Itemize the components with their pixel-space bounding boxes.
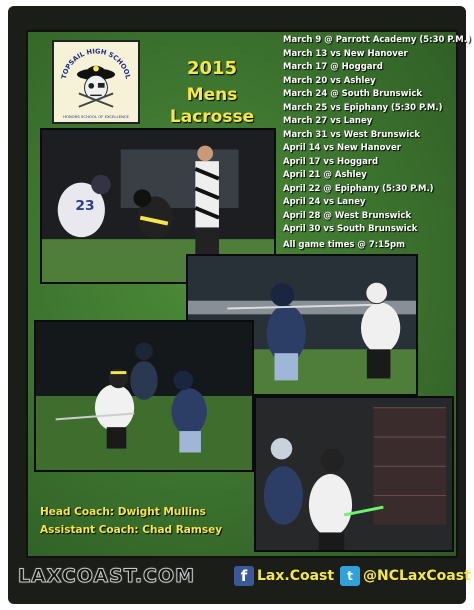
game-schedule <box>283 34 471 252</box>
schedule-game: April 17 vs Hoggard <box>283 156 379 167</box>
schedule-game: March 25 vs Epiphany (5:30 P.M.) <box>283 102 443 113</box>
schedule-game: March 31 vs West Brunswick <box>283 129 420 140</box>
jersey-number: 23 <box>75 197 95 214</box>
photo-goal <box>254 396 454 552</box>
site-logo-link[interactable]: LAXCOAST.COM <box>18 565 196 587</box>
schedule-game: April 30 vs South Brunswick <box>283 224 418 234</box>
season-year: 2015 <box>186 58 238 79</box>
photo-scrum <box>34 320 254 472</box>
twitter-link[interactable] <box>340 566 471 586</box>
facebook-link[interactable] <box>234 566 334 586</box>
pirate-logo-icon <box>54 42 138 122</box>
schedule-game: March 20 vs Ashley <box>283 75 376 86</box>
facebook-label: Lax.Coast <box>257 568 335 584</box>
schedule-game: April 21 @ Ashley <box>283 170 367 180</box>
assistant-coach: Assistant Coach: Chad Ramsey <box>40 524 223 536</box>
schedule-game: March 13 vs New Hanover <box>283 48 408 59</box>
schedule-game: March 17 @ Hoggard <box>283 62 383 72</box>
coaching-staff <box>40 503 222 539</box>
schedule-game: March 9 @ Parrott Academy (5:30 P.M.) <box>283 35 471 45</box>
team-name: Mens Lacrosse <box>169 85 255 127</box>
school-logo <box>52 40 140 124</box>
schedule-game: April 24 vs Laney <box>283 197 366 207</box>
twitter-icon: t <box>340 566 360 586</box>
footer <box>8 562 471 592</box>
facebook-icon: f <box>234 566 254 586</box>
schedule-game: April 22 @ Epiphany (5:30 P.M.) <box>283 183 434 194</box>
twitter-label: @NCLaxCoast <box>363 568 471 584</box>
schedule-game: April 14 vs New Hanover <box>283 143 401 153</box>
logo-motto: HONORS SCHOOL OF EXCELLENCE <box>63 114 129 120</box>
head-coach: Head Coach: Dwight Mullins <box>40 506 206 518</box>
schedule-note: All game times @ 7:15pm <box>283 239 405 250</box>
logo-arc-text: TOPSAIL HIGH SCHOOL <box>59 47 133 80</box>
poster-title <box>146 58 278 128</box>
schedule-game: April 28 @ West Brunswick <box>283 210 412 221</box>
schedule-game: March 27 vs Laney <box>283 116 373 126</box>
schedule-game: March 24 @ South Brunswick <box>283 89 423 99</box>
